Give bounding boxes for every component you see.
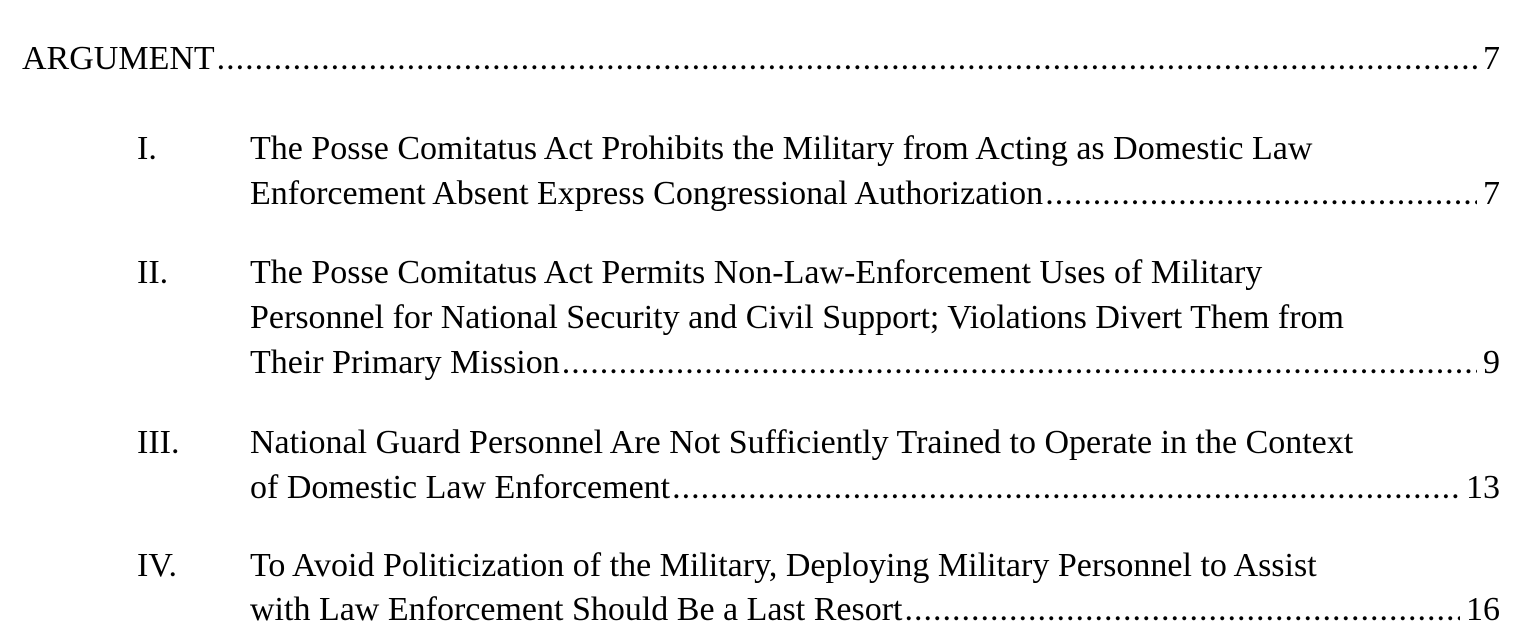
section-numeral: II. (137, 254, 169, 291)
entry-title-line: with Law Enforcement Should Be a Last Resort (250, 591, 903, 628)
dot-leader (562, 340, 1477, 385)
entry-title-line: Their Primary Mission (250, 344, 560, 381)
entry-title-line: The Posse Comitatus Act Prohibits the Military from Acting as Domestic Law (250, 130, 1313, 167)
page-number: 7 (1483, 40, 1500, 77)
entry-title-line: Personnel for National Security and Civil Support; Violations Divert Them from (250, 299, 1344, 336)
entry-title-line: Enforcement Absent Express Congressional Authorization (250, 175, 1044, 212)
page-number: 9 (1483, 344, 1500, 381)
section-numeral: III. (137, 424, 180, 461)
section-numeral: I. (137, 130, 157, 167)
dot-leader (904, 587, 1460, 632)
page-number: 13 (1466, 469, 1500, 506)
dot-leader (217, 36, 1477, 81)
entry-title-line: To Avoid Politicization of the Military, Deploying Military Personnel to Assist (250, 547, 1317, 584)
dot-leader (1045, 171, 1477, 216)
entry-title-line: of Domestic Law Enforcement (250, 469, 671, 506)
entry-title-line: The Posse Comitatus Act Permits Non-Law-Enforcement Uses of Military (250, 254, 1263, 291)
section-numeral: IV. (137, 547, 177, 584)
entry-title-line: National Guard Personnel Are Not Sufficiently Trained to Operate in the Context (250, 424, 1354, 461)
toc-entry-argument[interactable] (22, 36, 1500, 81)
page-number: 7 (1483, 175, 1500, 212)
dot-leader (672, 465, 1460, 510)
argument-heading: ARGUMENT (22, 40, 215, 77)
page-number: 16 (1466, 591, 1500, 628)
